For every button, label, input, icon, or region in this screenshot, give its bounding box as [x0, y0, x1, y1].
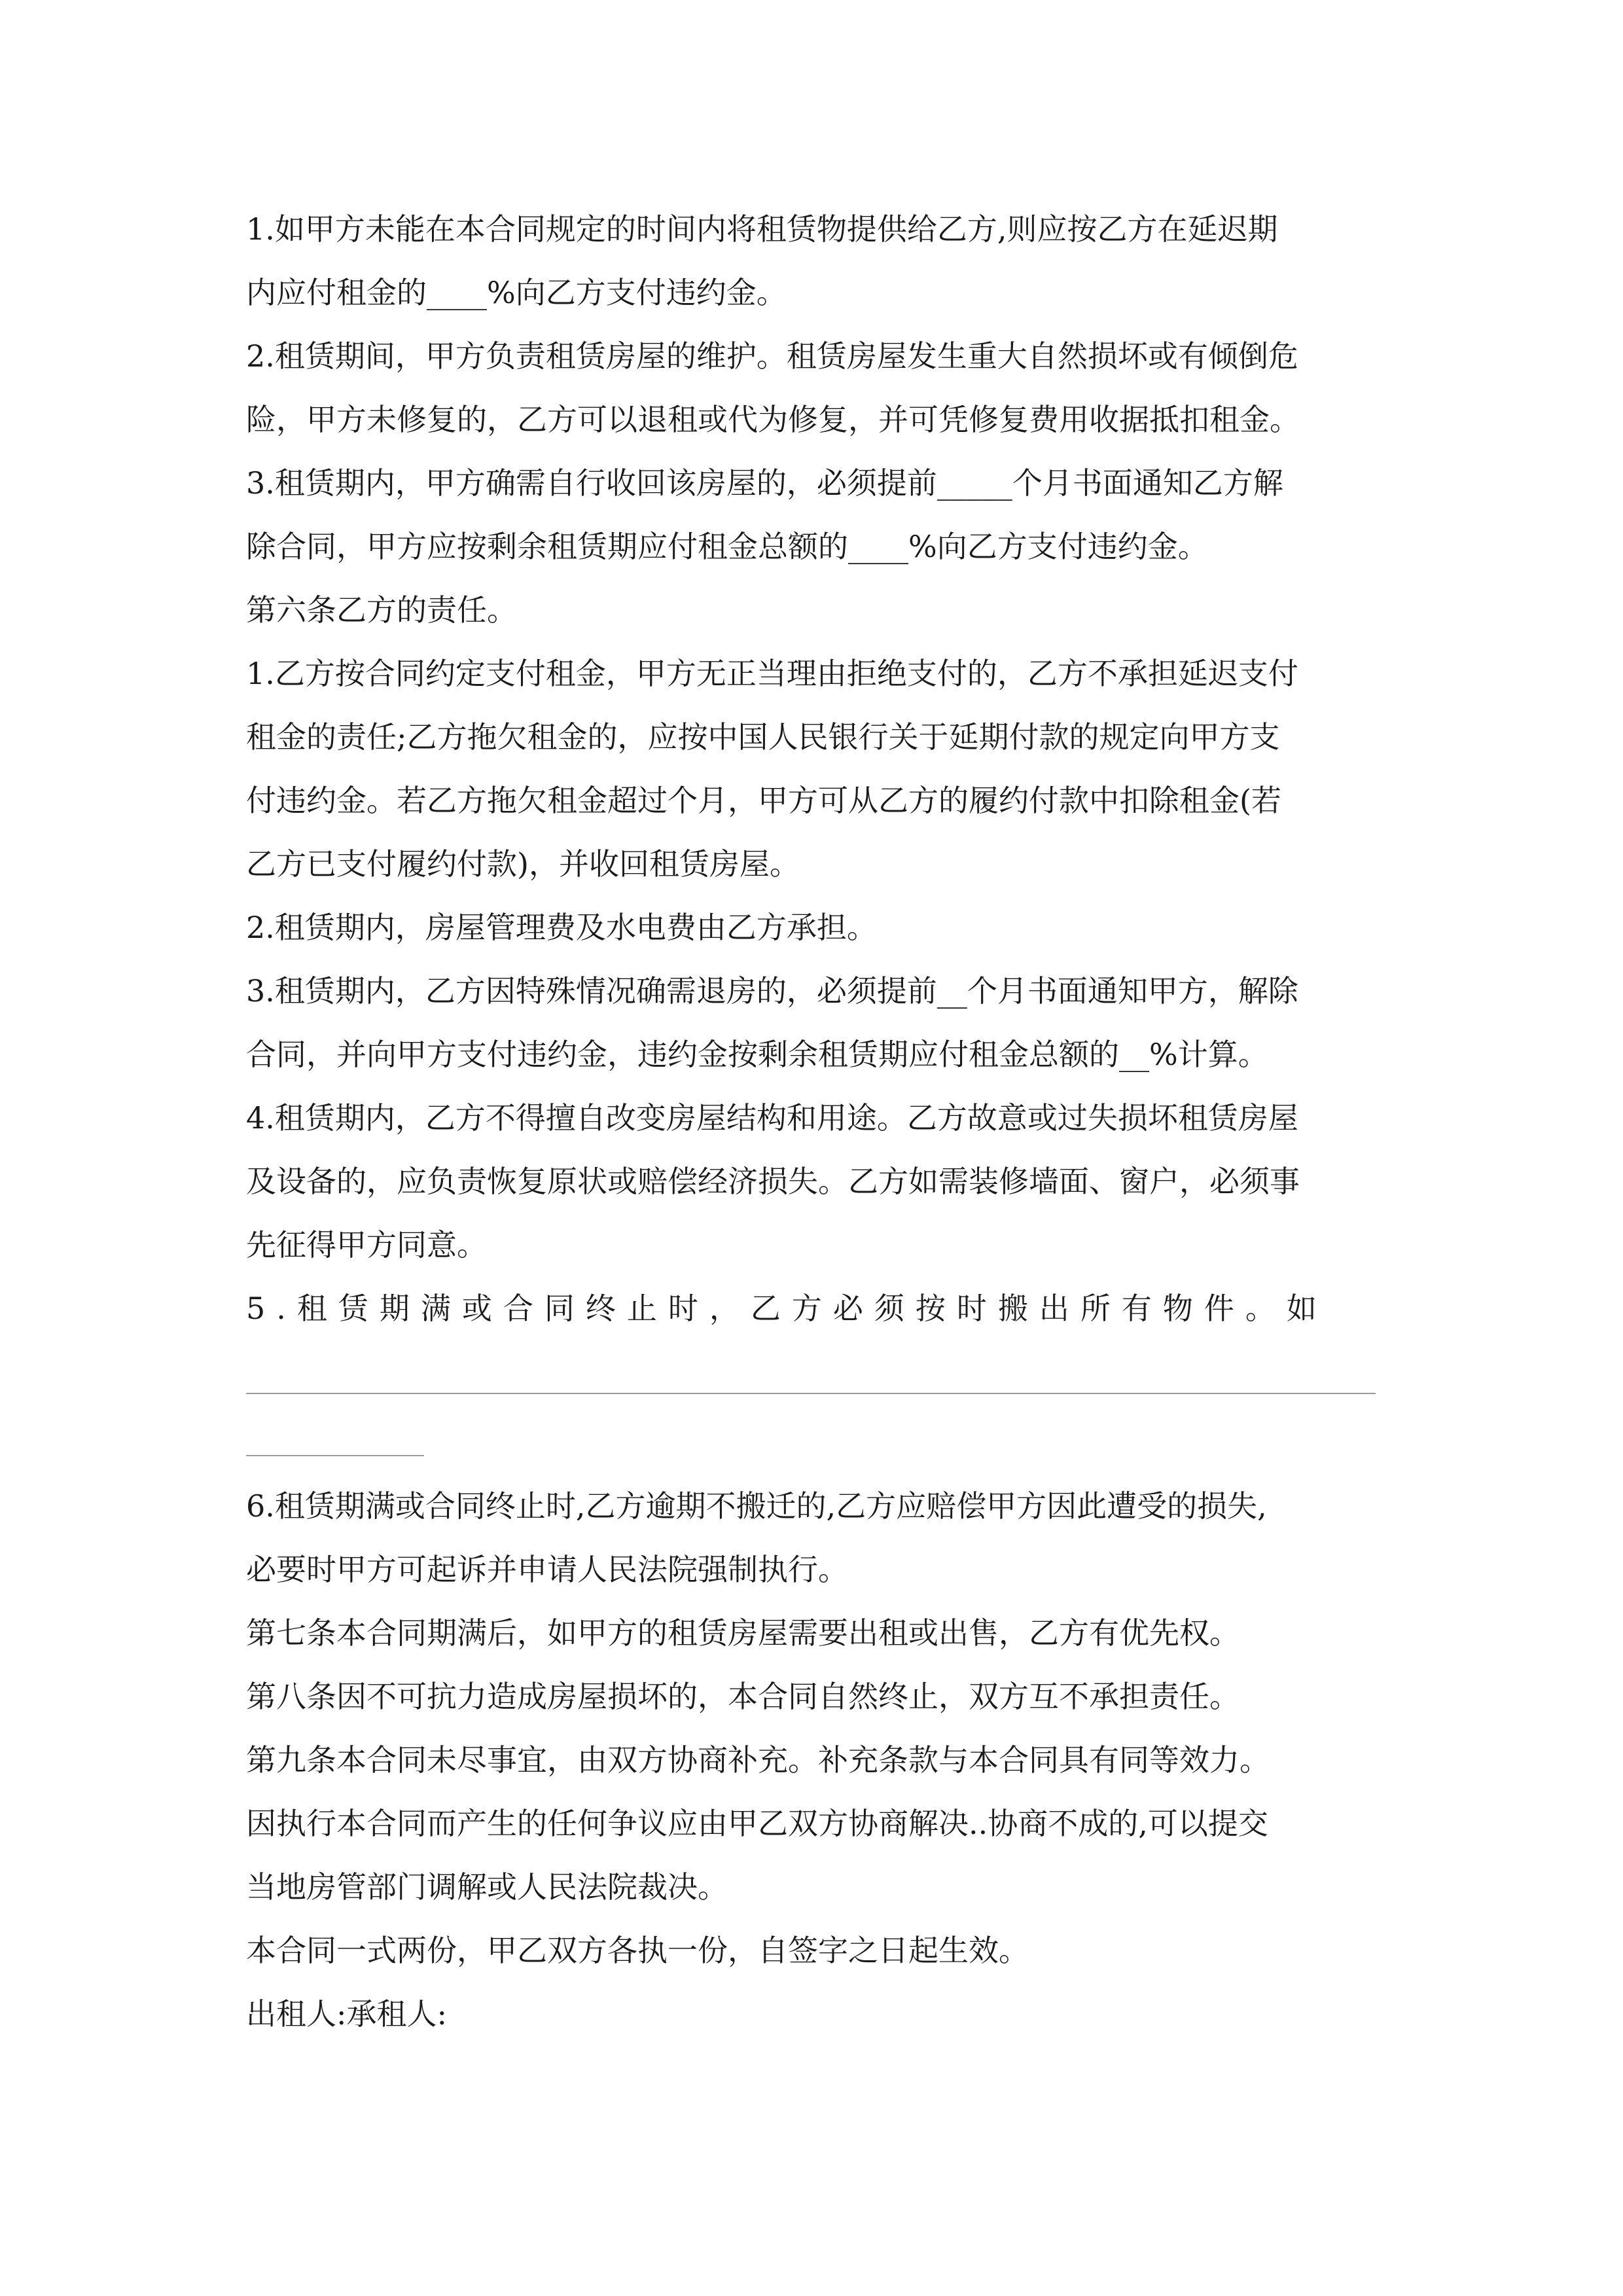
contract-text-lower [246, 1475, 1378, 2046]
article-line: 第七条本合同期满后，如甲方的租赁房屋需要出租或出售，乙方有优先权。 [246, 1615, 1240, 1651]
clause-line: 险，甲方未修复的，乙方可以退租或代为修复，并可凭修复费用收据抵扣租金。 [246, 402, 1300, 437]
clause-line: 本合同一式两份，甲乙双方各执一份，自签字之日起生效。 [246, 1933, 1029, 1968]
clause-line: 2.租赁期间，甲方负责租赁房屋的维护。租赁房屋发生重大自然损坏或有倾倒危 [246, 338, 1298, 374]
clause-line: 租金的责任;乙方拖欠租金的，应按中国人民银行关于延期付款的规定向甲方支 [246, 719, 1280, 755]
clause-line: 合同，并向甲方支付违约金，违约金按剩余租赁期应付租金总额的__%计算。 [246, 1037, 1268, 1072]
clause-line: 必要时甲方可起诉并申请人民法院强制执行。 [246, 1552, 848, 1587]
clause-line: 因执行本合同而产生的任何争议应由甲乙双方协商解决..协商不成的,可以提交 [246, 1806, 1268, 1841]
clause-line: 内应付租金的____%向乙方支付违约金。 [246, 275, 787, 310]
clause-line: 3.租赁期内，乙方因特殊情况确需退房的，必须提前__个月书面通知甲方，解除 [246, 973, 1298, 1009]
clause-line: 1.如甲方未能在本合同规定的时间内将租赁物提供给乙方,则应按乙方在延迟期 [246, 211, 1278, 247]
page-divider [246, 1393, 1376, 1394]
clause-line: 3.租赁期内，甲方确需自行收回该房屋的，必须提前_____个月书面通知乙方解 [246, 465, 1283, 501]
signature-line: 出租人:承租人: [246, 1996, 447, 2032]
clause-line: 6.租赁期满或合同终止时,乙方逾期不搬迁的,乙方应赔偿甲方因此遭受的损失, [246, 1488, 1267, 1524]
article-line: 第九条本合同未尽事宜，由双方协商补充。补充条款与本合同具有同等效力。 [246, 1742, 1270, 1778]
clause-line: 乙方已支付履约付款)，并收回租赁房屋。 [246, 846, 800, 882]
clause-line: 2.租赁期内，房屋管理费及水电费由乙方承担。 [246, 910, 877, 945]
clause-line: 付违约金。若乙方拖欠租金超过个月，甲方可从乙方的履约付款中扣除租金(若 [246, 783, 1281, 818]
clause-line: 先征得甲方同意。 [246, 1227, 487, 1263]
clause-line: 5.租赁期满或合同终止时，乙方必须按时搬出所有物件。如 [246, 1291, 1328, 1326]
footnote-rule [246, 1455, 424, 1456]
clause-line: 除合同，甲方应按剩余租赁期应付租金总额的____%向乙方支付违约金。 [246, 529, 1208, 564]
clause-line: 及设备的，应负责恢复原状或赔偿经济损失。乙方如需装修墙面、窗户，必须事 [246, 1164, 1300, 1199]
article-line: 第八条因不可抗力造成房屋损坏的，本合同自然终止，双方互不承担责任。 [246, 1679, 1240, 1714]
clause-line: 当地房管部门调解或人民法院裁决。 [246, 1869, 728, 1905]
clause-line: 1.乙方按合同约定支付租金，甲方无正当理由拒绝支付的，乙方不承担延迟支付 [246, 656, 1298, 691]
article-heading: 第六条乙方的责任。 [246, 592, 517, 628]
contract-text-upper [246, 198, 1378, 1340]
clause-line: 4.租赁期内，乙方不得擅自改变房屋结构和用途。乙方故意或过失损坏租赁房屋 [246, 1100, 1298, 1136]
